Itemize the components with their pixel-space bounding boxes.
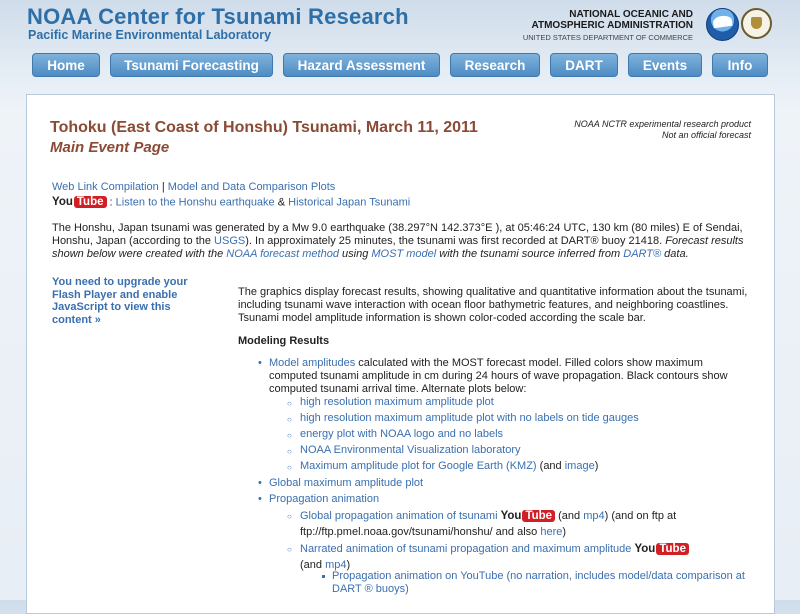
- most-model-link[interactable]: MOST model: [371, 248, 437, 260]
- global-propagation-link[interactable]: Global propagation animation of tsunami: [300, 510, 498, 522]
- narrated-animation-and: (and: [300, 559, 326, 571]
- model-data-comparison-link[interactable]: Model and Data Comparison Plots: [167, 181, 336, 193]
- site-title[interactable]: NOAA Center for Tsunami Research: [27, 4, 409, 29]
- page-title: Tohoku (East Coast of Honshu) Tsunami, March 11, 2011: [50, 119, 478, 136]
- google-earth-close: ): [594, 460, 599, 472]
- list-item-propagation-animation: [269, 493, 379, 506]
- narrated-animation-mp4-link[interactable]: mp4: [325, 559, 347, 571]
- intro-text-3: Forecast results shown below were created with the: [52, 235, 744, 260]
- agency-line-3: UNITED STATES DEPARTMENT OF COMMERCE: [522, 33, 693, 42]
- global-propagation-and: (and: [555, 510, 584, 522]
- youtube-you-text: You: [634, 542, 656, 555]
- disclaimer-line-2: Not an official forecast: [661, 130, 751, 140]
- links-colon: :: [106, 196, 116, 209]
- google-earth-and: (and: [536, 460, 565, 472]
- ftp-url-text: ftp://ftp.pmel.noaa.gov/tsunami/honshu/: [300, 526, 493, 538]
- list-item-global-max: [269, 477, 423, 490]
- disclaimer-note: [574, 119, 751, 141]
- agency-name[interactable]: [523, 9, 693, 43]
- nav-info[interactable]: Info: [712, 53, 768, 77]
- usgs-link[interactable]: USGS: [214, 235, 246, 247]
- nav-research[interactable]: Research: [450, 53, 540, 77]
- intro-text-4: using: [338, 248, 372, 260]
- modeling-results-heading: Modeling Results: [238, 335, 330, 347]
- agency-line-2: ATMOSPHERIC ADMINISTRATION: [531, 20, 693, 31]
- forecast-method-link[interactable]: NOAA forecast method: [226, 248, 339, 260]
- youtube-tube-text: Tube: [74, 196, 107, 208]
- nav-home[interactable]: Home: [32, 53, 100, 77]
- links-amp: &: [274, 196, 289, 209]
- noaa-logo-icon[interactable]: [706, 8, 739, 41]
- links-separator: |: [158, 181, 168, 193]
- intro-text-5: with the tsunami source inferred from: [436, 248, 624, 260]
- youtube-logo-icon[interactable]: [501, 509, 556, 524]
- youtube-logo-icon[interactable]: [634, 542, 689, 557]
- main-nav: [0, 53, 800, 79]
- global-propagation-ftp-label: ) (and on ftp at: [604, 510, 677, 522]
- propagation-animation-link[interactable]: Propagation animation: [269, 493, 380, 505]
- web-link-compilation-link[interactable]: Web Link Compilation: [52, 181, 159, 193]
- listen-earthquake-link[interactable]: Listen to the Honshu earthquake: [115, 196, 275, 209]
- global-propagation-also: and also: [492, 526, 541, 538]
- global-propagation-mp4-link[interactable]: mp4: [583, 510, 605, 522]
- list-item-youtube-propagation: [332, 570, 752, 596]
- list-item-global-propagation: [300, 508, 720, 540]
- intro-text-6: data.: [661, 248, 689, 260]
- youtube-logo-icon[interactable]: [52, 195, 107, 210]
- nav-events[interactable]: Events: [628, 53, 702, 77]
- historical-japan-tsunami-link[interactable]: Historical Japan Tsunami: [288, 196, 411, 209]
- disclaimer-line-1: NOAA NCTR experimental research product: [574, 119, 751, 129]
- graphics-description: The graphics display forecast results, showing qualitative and quantitative information about the tsunami, including tsunami wave interaction with ocean floor bathymetric features, and neighboring coastlines. Tsunami model amplitude information is shown color-coded according the scale bar.: [238, 286, 748, 324]
- nav-dart[interactable]: DART: [550, 53, 618, 77]
- links-row-1: [52, 181, 335, 194]
- intro-text-1: The Honshu, Japan tsunami was generated by a Mw 9.0 earthquake (38.297°N 142.373°E ), at 05:46:24 UTC, 130 km (80 miles) E of Sendai, Honshu, Japan (according to the: [52, 222, 743, 247]
- energy-plot-link[interactable]: energy plot with NOAA logo and no labels: [300, 428, 504, 440]
- site-header: [0, 0, 800, 50]
- model-amplitudes-text: calculated with the MOST forecast model. Filled colors show maximum computed tsunami amplitude in cm during 24 hours of wave propagation. Black contours show computed tsunami arrival time. Alternate plots below:: [269, 357, 728, 395]
- list-item-google-earth: [300, 460, 598, 473]
- list-item-energy-plot: [300, 428, 503, 441]
- intro-text-2: ). In approximately 25 minutes, the tsunami was first recorded at DART® buoy 21418.: [245, 235, 666, 247]
- list-item-noaa-viz-lab: [300, 444, 521, 457]
- model-amplitudes-link[interactable]: Model amplitudes: [269, 357, 356, 369]
- global-max-amplitude-link[interactable]: Global maximum amplitude plot: [269, 477, 424, 489]
- intro-paragraph: [52, 222, 752, 261]
- narrated-animation-link[interactable]: Narrated animation of tsunami propagation and maximum amplitude: [300, 543, 632, 555]
- youtube-tube-text: Tube: [522, 510, 555, 522]
- doc-seal-icon[interactable]: [741, 8, 772, 39]
- list-item-hires-nolabels: [300, 412, 639, 425]
- google-earth-kmz-link[interactable]: Maximum amplitude plot for Google Earth (KMZ): [300, 460, 537, 472]
- youtube-you-text: You: [52, 196, 73, 208]
- hires-plot-link[interactable]: high resolution maximum amplitude plot: [300, 396, 494, 408]
- links-row-2: [52, 195, 410, 210]
- noaa-viz-lab-link[interactable]: NOAA Environmental Visualization laboratory: [300, 444, 521, 456]
- global-propagation-close: ): [562, 526, 567, 538]
- agency-line-1: NATIONAL OCEANIC AND: [569, 9, 693, 20]
- youtube-tube-text: Tube: [656, 543, 689, 555]
- dart-link[interactable]: DART®: [623, 248, 662, 260]
- google-earth-image-link[interactable]: image: [564, 460, 595, 472]
- youtube-you-text: You: [500, 509, 522, 522]
- nav-tsunami-forecasting[interactable]: Tsunami Forecasting: [110, 53, 273, 77]
- youtube-propagation-link[interactable]: Propagation animation on YouTube (no narration, includes model/data comparison at DART ® buoys): [332, 570, 745, 595]
- list-item-hires-plot: [300, 396, 494, 409]
- list-item-model-amplitudes: [269, 357, 754, 396]
- narrated-animation-close: ): [346, 559, 351, 571]
- site-subtitle: Pacific Marine Environmental Laboratory: [28, 28, 272, 42]
- list-item-narrated-animation: [300, 541, 720, 573]
- flash-upgrade-notice[interactable]: You need to upgrade your Flash Player and enable JavaScript to view this content »: [52, 276, 188, 326]
- hires-nolabels-link[interactable]: high resolution maximum amplitude plot with no labels on tide gauges: [300, 412, 639, 424]
- page-subtitle: Main Event Page: [50, 139, 170, 156]
- global-propagation-here-link[interactable]: here: [540, 526, 563, 538]
- nav-hazard-assessment[interactable]: Hazard Assessment: [283, 53, 440, 77]
